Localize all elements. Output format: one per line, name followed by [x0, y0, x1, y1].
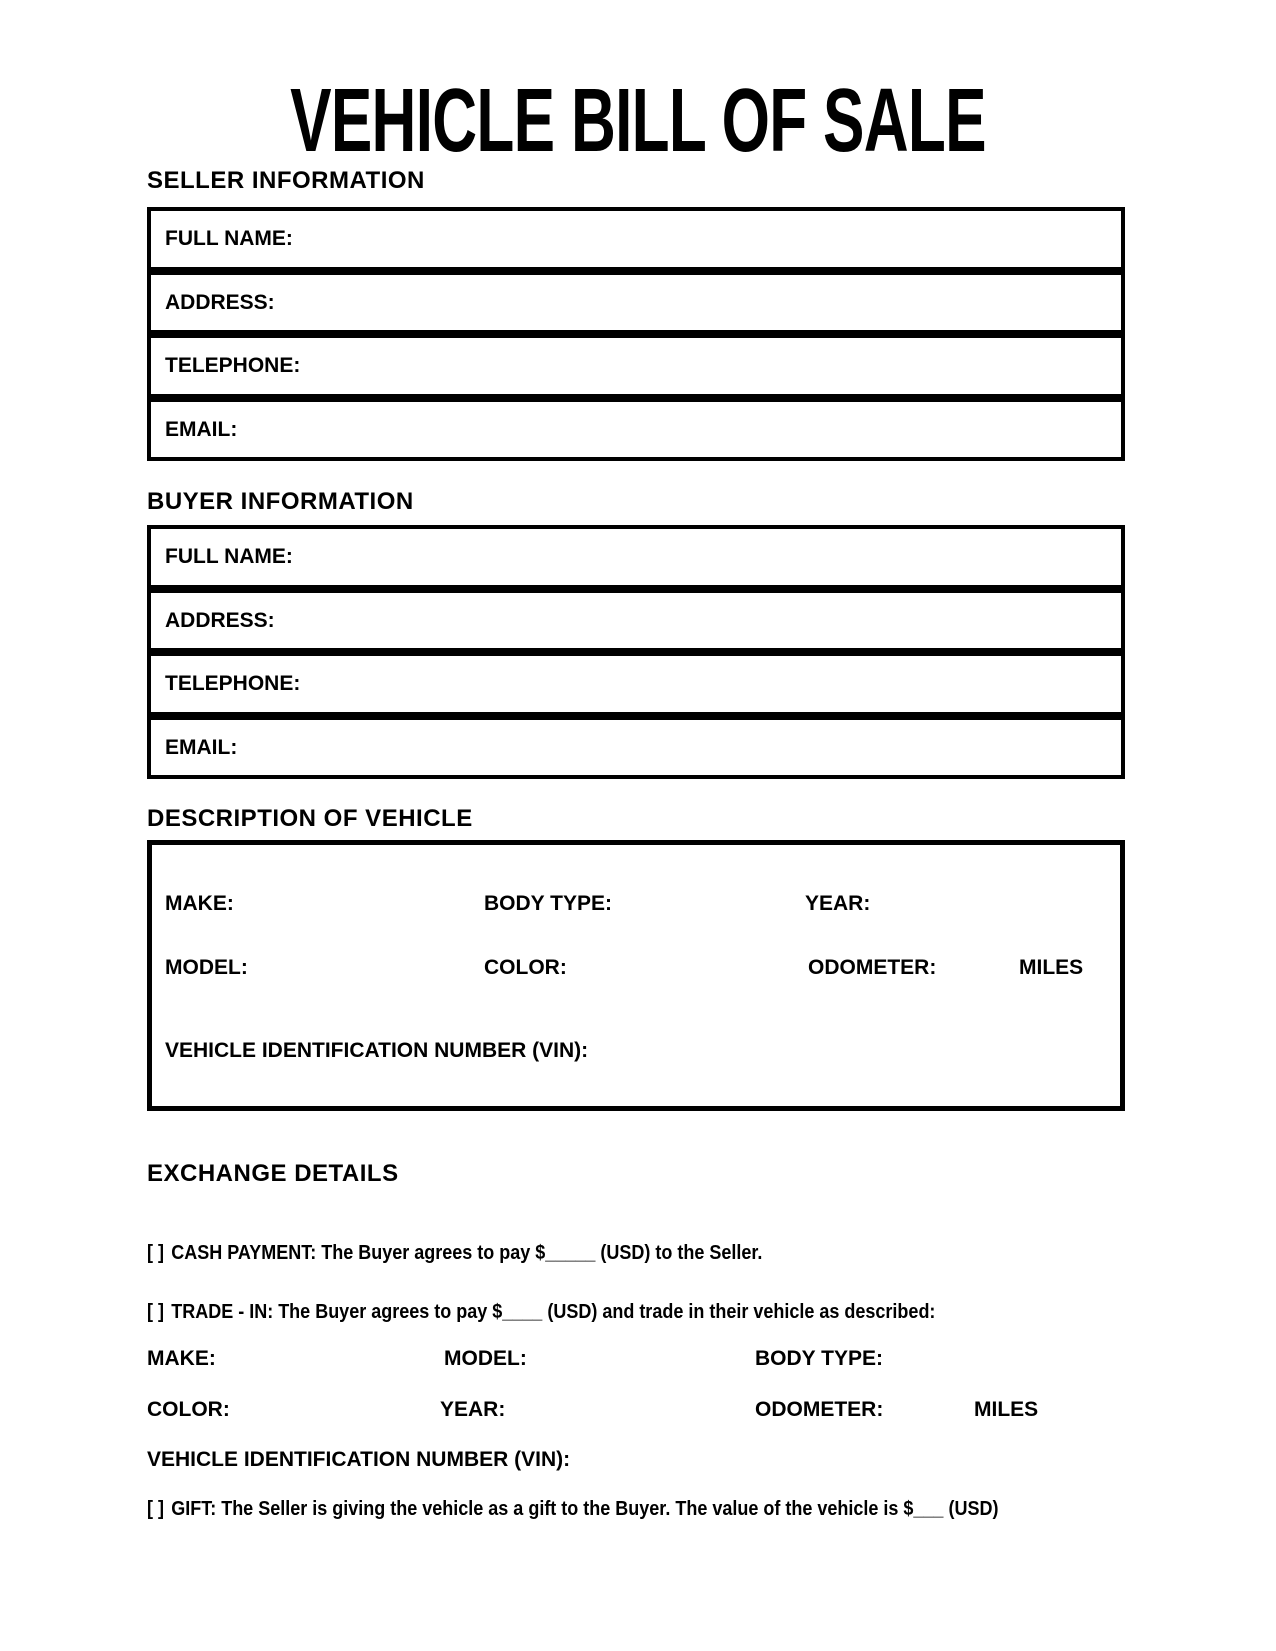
seller-address-label: ADDRESS:: [165, 290, 275, 314]
seller-full-name-label: FULL NAME:: [165, 227, 293, 251]
exchange-section-heading: EXCHANGE DETAILS: [147, 1160, 399, 1187]
trade-color-label: COLOR:: [147, 1398, 230, 1421]
cash-payment-line: [147, 1240, 762, 1266]
vehicle-color-label: COLOR:: [484, 956, 567, 979]
trade-in-text: TRADE - IN: The Buyer agrees to pay $____ (USD) and trade in their vehicle as described:: [171, 1301, 936, 1323]
vehicle-miles-label: MILES: [1019, 956, 1084, 979]
trade-model-label: MODEL:: [444, 1347, 527, 1370]
trade-in-checkbox[interactable]: [ ]: [147, 1301, 165, 1323]
seller-email-field[interactable]: [147, 398, 1125, 462]
trade-in-line: [147, 1299, 935, 1325]
seller-section-heading: SELLER INFORMATION: [147, 167, 425, 194]
vehicle-model-label: MODEL:: [165, 956, 248, 979]
trade-body-type-label: BODY TYPE:: [755, 1347, 883, 1370]
vehicle-make-label: MAKE:: [165, 892, 234, 915]
trade-make-label: MAKE:: [147, 1347, 216, 1370]
seller-telephone-field[interactable]: [147, 334, 1125, 398]
trade-vin-label: VEHICLE IDENTIFICATION NUMBER (VIN):: [147, 1448, 571, 1471]
buyer-address-label: ADDRESS:: [165, 608, 275, 632]
cash-payment-text: CASH PAYMENT: The Buyer agrees to pay $_____ (USD) to the Seller.: [171, 1242, 763, 1264]
vehicle-odometer-label: ODOMETER:: [808, 956, 937, 979]
vehicle-body-type-label: BODY TYPE:: [484, 892, 612, 915]
buyer-address-field[interactable]: [147, 589, 1125, 653]
seller-address-field[interactable]: [147, 271, 1125, 335]
seller-telephone-label: TELEPHONE:: [165, 354, 301, 378]
vehicle-section-heading: DESCRIPTION OF VEHICLE: [147, 805, 473, 832]
gift-checkbox[interactable]: [ ]: [147, 1498, 165, 1520]
trade-miles-label: MILES: [974, 1398, 1039, 1421]
seller-email-label: EMAIL:: [165, 417, 238, 441]
vehicle-year-label: YEAR:: [805, 892, 871, 915]
seller-full-name-field[interactable]: [147, 207, 1125, 271]
seller-info-box: [147, 207, 1125, 461]
cash-payment-checkbox[interactable]: [ ]: [147, 1242, 165, 1264]
buyer-info-box: [147, 525, 1125, 779]
buyer-telephone-label: TELEPHONE:: [165, 672, 301, 696]
buyer-telephone-field[interactable]: [147, 652, 1125, 716]
buyer-section-heading: BUYER INFORMATION: [147, 488, 414, 515]
trade-year-label: YEAR:: [440, 1398, 506, 1421]
trade-odometer-label: ODOMETER:: [755, 1398, 884, 1421]
buyer-full-name-label: FULL NAME:: [165, 545, 293, 569]
document-title: VEHICLE BILL OF SALE: [290, 71, 986, 171]
gift-line: [147, 1496, 998, 1522]
buyer-email-field[interactable]: [147, 716, 1125, 780]
gift-text: GIFT: The Seller is giving the vehicle as a gift to the Buyer. The value of the vehicle is $___ (USD): [171, 1498, 999, 1520]
vehicle-vin-label: VEHICLE IDENTIFICATION NUMBER (VIN):: [165, 1039, 589, 1062]
buyer-full-name-field[interactable]: [147, 525, 1125, 589]
vehicle-description-box[interactable]: [147, 840, 1125, 1111]
buyer-email-label: EMAIL:: [165, 735, 238, 759]
